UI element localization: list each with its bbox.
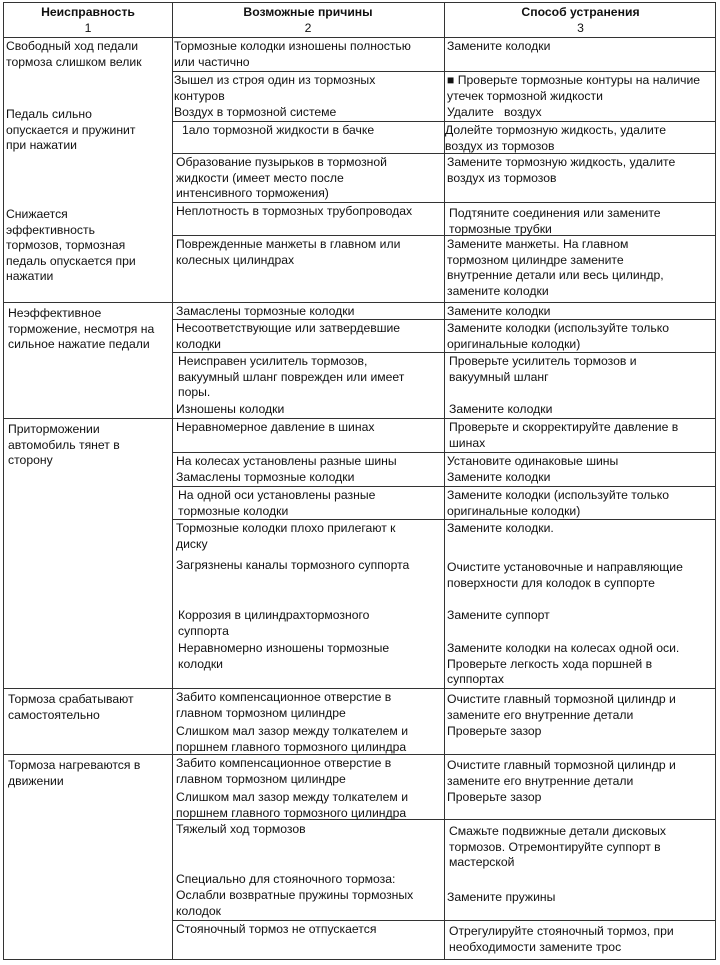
remedy-cell: ■ Проверьте тормозные контуры на наличие утечек тормозной жидкости <box>447 73 701 103</box>
header-causes: Возможные причины <box>243 5 373 19</box>
remedy-cell: Замените пружины <box>447 890 556 904</box>
remedy-cell: Замените колодки (используйте только оригинальные колодки) <box>447 321 669 351</box>
row-divider <box>4 418 715 419</box>
cause-cell: Слишком мал зазор между толкателем и поршнем главного тормозного цилиндра <box>176 790 409 820</box>
fault-cell: Тормоза нагреваются в движении <box>8 758 141 788</box>
row-divider <box>4 37 715 38</box>
cause-cell: Тормозные колодки изношены полностью или частично <box>174 39 411 69</box>
remedy-cell: Очистите установочные и направляющие поверхности для колодок в суппорте <box>447 560 683 590</box>
cause-cell: Забито компенсационное отверстие в главном тормозном цилиндре <box>176 756 392 786</box>
remedy-cell: Замените колодки <box>447 39 551 53</box>
fault-cell: Тормоза срабатывают самостоятельно <box>8 692 134 722</box>
cause-divider <box>172 121 715 122</box>
remedy-cell: Очистите главный тормозной цилиндр и замените его внутренние детали <box>447 692 676 722</box>
remedy-cell: Смажьте подвижные детали дисковых тормозов. Отремонтируйте суппорт в мастерской <box>449 824 667 870</box>
cause-cell: Зышел из строя один из тормозных контуров <box>174 73 376 103</box>
row-divider <box>4 688 715 689</box>
cause-divider <box>172 452 715 453</box>
remedy-cell: Долейте тормозную жидкость, удалите воздух из тормозов <box>445 123 667 153</box>
cause-cell: Тормозные колодки плохо прилегают к диску <box>176 521 396 551</box>
remedy-cell: Замените манжеты. На главном тормозном цилиндре замените внутренние детали или весь цилиндр, замените колодки <box>447 237 664 298</box>
cause-cell: Неисправен усилитель тормозов, вакуумный шланг поврежден или имеет поры. <box>178 354 405 400</box>
column-number-2: 2 <box>304 21 312 35</box>
cause-cell: На колесах установлены разные шины <box>176 454 397 468</box>
cause-cell: Изношены колодки <box>176 402 285 416</box>
cause-cell: Тяжелый ход тормозов <box>176 822 306 836</box>
cause-cell: Воздух в тормозной системе <box>174 105 337 119</box>
cause-cell: Загрязнены каналы тормозного суппорта <box>176 558 410 572</box>
row-divider <box>4 302 715 303</box>
remedy-cell: Замените колодки на колесах одной оси. Проверьте легкость хода поршней в суппортах <box>447 641 680 687</box>
cause-cell: Несоответствующие или затвердевшие колодки <box>176 321 401 351</box>
cause-cell: На одной оси установлены разные тормозные колодки <box>178 488 376 518</box>
remedy-cell: Замените тормозную жидкость, удалите воздух из тормозов <box>447 155 676 185</box>
cause-cell: Коррозия в цилиндрахтормозного суппорта <box>178 608 370 638</box>
fault-cell: Свободный ход педали тормоза слишком велик <box>6 39 142 69</box>
remedy-cell: Проверьте усилитель тормозов и вакуумный шланг <box>449 354 637 384</box>
header-remedy: Способ устранения <box>521 5 640 19</box>
column-divider <box>172 3 173 959</box>
remedy-cell: Замените колодки. <box>447 521 554 535</box>
remedy-cell: Удалите воздух <box>447 105 542 119</box>
remedy-cell: Проверьте зазор <box>447 724 542 738</box>
cause-divider <box>172 71 715 72</box>
cause-divider <box>172 486 715 487</box>
cause-divider <box>172 920 715 921</box>
remedy-cell: Очистите главный тормозной цилиндр и замените его внутренние детали <box>447 758 676 788</box>
fault-cell: Неэффективное торможение, несмотря на сильное нажатие педали <box>8 306 155 352</box>
cause-cell: Поврежденные манжеты в главном или колесных цилиндрах <box>176 237 401 267</box>
remedy-cell: Замените колодки <box>447 304 551 318</box>
cause-cell: Неравномерно изношены тормозные колодки <box>178 641 390 671</box>
fault-cell: Педаль сильно опускается и пружинит при нажатии <box>6 107 136 153</box>
remedy-cell: Подтяните соединения или замените тормозные трубки <box>449 206 661 236</box>
column-number-3: 3 <box>577 21 584 35</box>
cause-cell: Замаслены тормозные колодки <box>176 470 355 484</box>
cause-cell: Ослабли возвратные пружины тормозных колодок <box>176 888 414 918</box>
remedy-cell: Замените колодки <box>449 402 553 416</box>
cause-cell: 1ало тормозной жидкости в бачке <box>182 123 375 137</box>
cause-divider <box>172 202 715 203</box>
remedy-cell: Установите одинаковые шины <box>447 454 619 468</box>
remedy-cell: Проверьте и скорректируйте давление в шинах <box>449 420 679 450</box>
header-fault: Неисправность <box>41 5 135 19</box>
troubleshooting-table <box>3 2 716 960</box>
column-number-1: 1 <box>84 21 92 35</box>
cause-cell: Слишком мал зазор между толкателем и поршнем главного тормозного цилиндра <box>176 724 409 754</box>
cause-cell: Неравномерное давление в шинах <box>176 420 375 434</box>
remedy-cell: Замените колодки (используйте только оригинальные колодки) <box>447 488 669 518</box>
remedy-cell: Проверьте зазор <box>447 790 542 804</box>
remedy-cell: Замените колодки <box>447 470 551 484</box>
fault-cell: Снижается эффективность тормозов, тормозная педаль опускается при нажатии <box>6 207 136 284</box>
fault-cell: Приторможении автомобиль тянет в сторону <box>8 422 120 468</box>
cause-cell: Замаслены тормозные колодки <box>176 304 355 318</box>
cause-cell: Образование пузырьков в тормозной жидкости (имеет место после интенсивного торможения) <box>176 155 387 201</box>
cause-cell: Специально для стояночного тормоза: <box>176 872 396 886</box>
cause-cell: Стояночный тормоз не отпускается <box>176 922 377 936</box>
remedy-cell: Отрегулируйте стояночный тормоз, при необходимости замените трос <box>449 924 674 954</box>
cause-cell: Неплотность в тормозных трубопроводах <box>176 204 413 218</box>
cause-cell: Забито компенсационное отверстие в главном тормозном цилиндре <box>176 690 392 720</box>
remedy-cell: Замените суппорт <box>447 608 550 622</box>
